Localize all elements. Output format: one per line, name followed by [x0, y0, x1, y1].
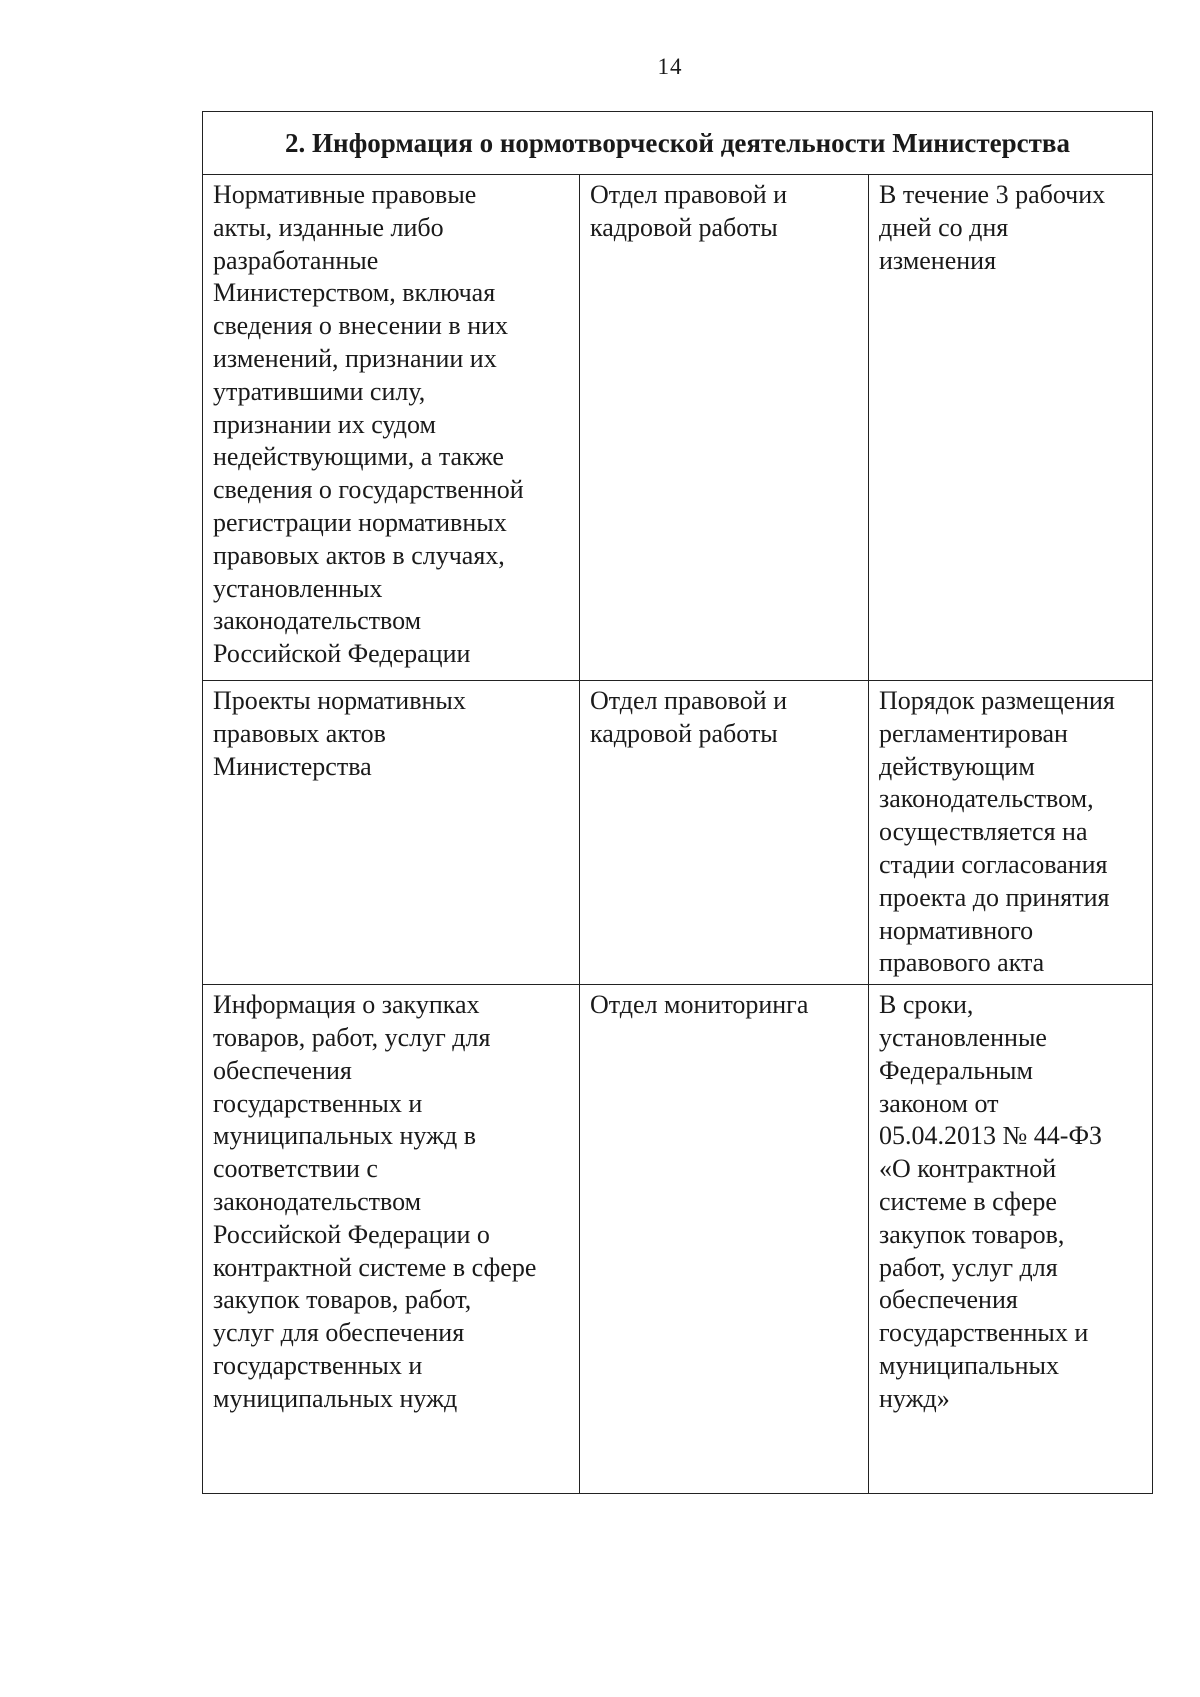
- deadline-cell: В течение 3 рабочих дней со дня изменения: [869, 175, 1153, 681]
- info-cell: Информация о закупках товаров, работ, услуг для обеспечения государственных и муниципальных нужд в соответствии с законодательством Российской Федерации о контрактной системе в сфере закупок товаров, работ, услуг для обеспечения государственных и муниципальных нужд: [203, 985, 580, 1494]
- info-cell: Проекты нормативных правовых актов Министерства: [203, 681, 580, 985]
- section-title: 2. Информация о нормотворческой деятельности Министерства: [203, 112, 1153, 175]
- table-row: [203, 681, 1153, 985]
- department-cell: Отдел правовой и кадровой работы: [580, 681, 869, 985]
- deadline-cell: В сроки, установленные Федеральным законом от 05.04.2013 № 44-ФЗ «О контрактной системе в сфере закупок товаров, работ, услуг для обеспечения государственных и муниципальных нужд»: [869, 985, 1153, 1494]
- info-cell: Нормативные правовые акты, изданные либо разработанные Министерством, включая сведения о внесении в них изменений, признании их утратившими силу, признании их судом недействующими, а также сведения о государственной регистрации нормативных правовых актов в случаях, установленных законодательством Российской Федерации: [203, 175, 580, 681]
- deadline-cell: Порядок размещения регламентирован действующим законодательством, осуществляется на стадии согласования проекта до принятия нормативного правового акта: [869, 681, 1153, 985]
- department-cell: Отдел правовой и кадровой работы: [580, 175, 869, 681]
- page-number: 14: [657, 54, 683, 79]
- section-header-row: [203, 112, 1153, 175]
- table-row: [203, 175, 1153, 681]
- table-row: [203, 985, 1153, 1494]
- information-table: [202, 111, 1153, 1494]
- department-cell: Отдел мониторинга: [580, 985, 869, 1494]
